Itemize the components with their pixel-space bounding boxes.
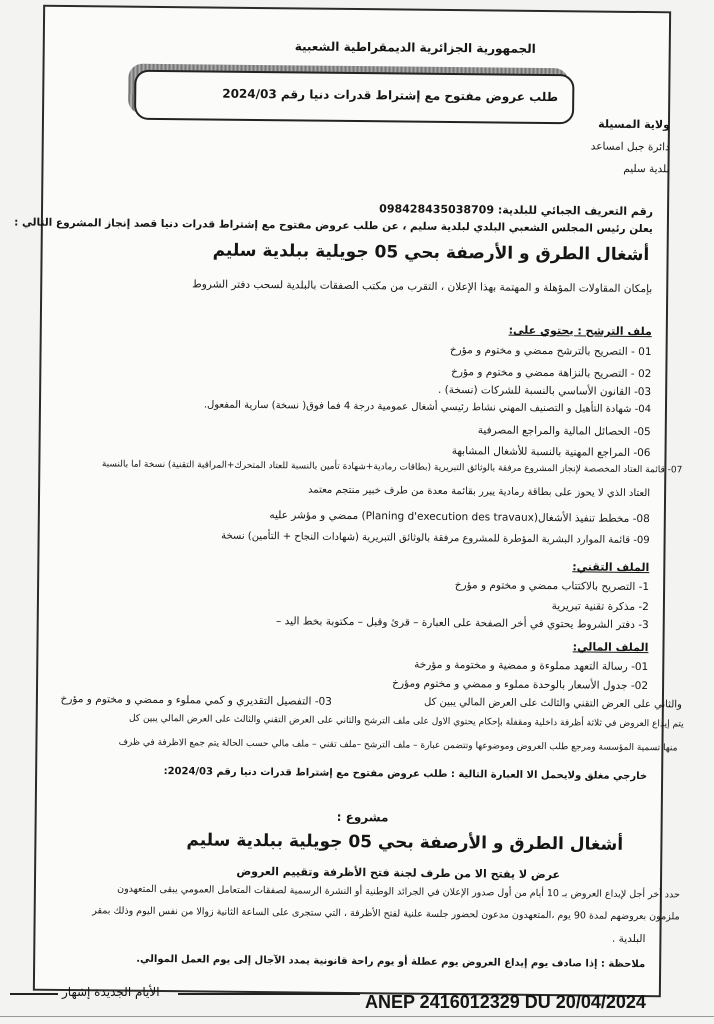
notice-title: طلب عروض مفتوح مع إشتراط قدرات دنيا رقم 2024/03 bbox=[222, 86, 559, 105]
invitation-text: بإمكان المقاولات المؤهلة و المهتمة بهذا الإعلان ، التقرب من مكتب الصفقات بالبلدية لسحب دفتر الشروط bbox=[191, 278, 653, 296]
candidature-heading: ملف الترشح : يحتوي على: bbox=[508, 323, 652, 339]
tax-id: رقم التعريف الجبائي للبلدية: 098428435038709 bbox=[379, 202, 654, 219]
wilaya-label: ولاية المسيلة bbox=[598, 117, 671, 132]
footer-rule-left bbox=[10, 993, 58, 995]
financial-heading: الملف المالي: bbox=[572, 640, 649, 655]
technical-heading: الملف التقني: bbox=[572, 560, 650, 575]
newspaper-label: الأيام الجديدة إشهار bbox=[62, 985, 160, 999]
deadline-line: حدد أخر أجل لإيداع العروض بـ 10 أيام من أول صدور الإعلان في الجرائد الوطنية أو النشرة الرسمية لصفقات المتعامل العمومي يبقى المتعهدون bbox=[117, 883, 680, 901]
deadline-line: البلدية . bbox=[611, 932, 646, 946]
list-item: منها تسمية المؤسسة ومرجع طلب العروض وموضوعها وتتضمن عبارة – ملف الترشح –ملف تقني – ملف مالي حسب الحالة يتم جمع الاظرفة في ظرف bbox=[118, 737, 678, 754]
list-item: 02 - التصريح بالنزاهة ممضي و مختوم و مؤرخ bbox=[451, 366, 652, 381]
list-item: 08- مخطط تنفيذ الأشغال(Planing d'execution des travaux) ممضي و مؤشر عليه bbox=[269, 509, 650, 526]
announcement-text: يعلن رئيس المجلس الشعبي البلدي لبلدية سليم ، عن طلب عروض مفتوح مع إشتراط قدرات دنيا قصد إنجاز المشروع التالي : bbox=[14, 216, 653, 236]
list-item: خارجي مغلق ولايحمل الا العبارة التالية : طلب عروض مفتوح مع إشتراط قدرات دنيا رقم 2024/03: bbox=[163, 766, 648, 783]
list-item: 01- رسالة التعهد مملوءة و ممضية و مختومة و مؤرخة bbox=[414, 658, 649, 674]
list-item: 03- التفصيل التقديري و كمي مملوء و ممضي و مختوم و مؤرخ bbox=[60, 692, 332, 708]
list-item: 07- قائمة العتاد المخصصة لإنجاز المشروع مرفقة بالوثائق التبريرية (بطاقات رمادية+شهادة تأمين بالنسبة للعتاد المتحرك+المراقبة التقنية) نسخة اما بالنسبة bbox=[101, 459, 683, 476]
list-item: 2- مذكرة تقنية تبريرية bbox=[551, 600, 649, 614]
daira-label: دائرة جبل امساعد bbox=[590, 140, 670, 154]
republic-header: الجمهورية الجزائرية الديمقراطية الشعبية bbox=[294, 39, 536, 56]
list-item: 02- جدول الأسعار بالوحدة مملوء و ممضي و مختوم ومؤرخ bbox=[392, 677, 649, 693]
footer-rule-bottom bbox=[0, 1016, 714, 1017]
project-title: أشغال الطرق و الأرصفة بحي 05 جويلية ببلدية سليم bbox=[212, 240, 650, 266]
envelope-project-label: مشروع : bbox=[336, 809, 389, 825]
list-item: 01 - التصريح بالترشح ممضي و مختوم و مؤرخ bbox=[449, 344, 652, 359]
list-item: 03- القانون الأساسي بالنسبة للشركات (نسخة) . bbox=[437, 383, 652, 399]
list-item: 1- التصريح بالاكتتاب ممضي و مختوم و مؤرخ bbox=[454, 579, 650, 594]
list-item: 3- دفتر الشروط يحتوي في أخر الصفحة على العبارة – قرئ وقبل – مكتوبة بخط اليد – bbox=[276, 615, 649, 632]
list-item: 04- شهادة التأهيل و التصنيف المهني نشاط رئيسي أشغال عمومية درجة 4 فما فوق( نسخة) سارية المفعول. bbox=[203, 399, 652, 416]
list-item: 09- قائمة الموارد البشرية المؤطرة للمشروع مرفقة بالوثائق التبريرية (شهادات النجاح + التأمين) نسخة bbox=[221, 530, 650, 547]
deadline-note: ملاحظة : إذا صادف يوم إيداع العروض يوم عطلة أو يوم راحة قانونية يمدد الآجال إلى يوم العمل الموالي. bbox=[136, 953, 646, 971]
list-item-continuation: والثاني على العرض التقني والثالث على العرض المالي يبين كل bbox=[424, 696, 682, 711]
anep-reference: ANEP 2416012329 DU 20/04/2024 bbox=[365, 992, 646, 1012]
envelope-project-title: أشغال الطرق و الأرصفة بحي 05 جويلية ببلدية سليم bbox=[186, 830, 624, 855]
notice-page bbox=[14, 5, 684, 998]
list-item: 06- المراجع المهنية بالنسبة للأشغال المشابهة bbox=[451, 445, 651, 460]
list-item: 05- الحصائل المالية والمراجع المصرفية bbox=[477, 424, 651, 439]
notice-title-box bbox=[134, 70, 574, 125]
list-item: العتاد الذي لا يحوز على بطاقة رمادية يبرر بقائمة معدة من طرف خبير منتجم معتمد bbox=[308, 484, 651, 500]
list-item: يتم إيداع العروض في ثلاثة أظرفة داخلية ومقفلة بإحكام يحتوي الاول على ملف الترشح والثاني على العرض التقني والثالث على العرض المالي يبين كل bbox=[128, 713, 684, 730]
envelope-note: عرض لا يفتح الا من طرف لجنة فتح الأظرفة وتقييم العروض bbox=[236, 864, 561, 882]
footer-rule-mid bbox=[178, 993, 360, 995]
deadline-line: ملزمون بعروضهم لمدة 90 يوم ،المتعهدون مدعون لحضور جلسة علنية لفتح الأظرفة ، التي ستجرى على الساعة الثانية زوالا من نفس اليوم وذلك بمقر bbox=[92, 905, 680, 923]
commune-label: بلدية سليم bbox=[623, 162, 670, 176]
